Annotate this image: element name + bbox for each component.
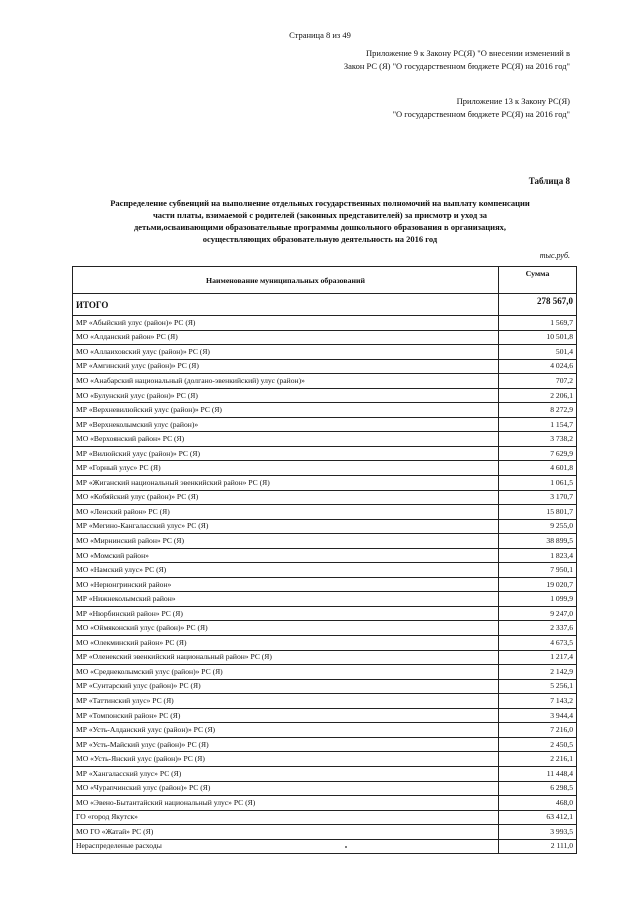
- table-row: [73, 490, 577, 505]
- municipality-name: МО ГО «Жатай» РС (Я): [73, 825, 499, 840]
- table-row: [73, 665, 577, 680]
- subsidy-sum: 11 448,4: [499, 766, 577, 781]
- appendix-9-line-1: Приложение 9 к Закону РС(Я) "О внесении изменений в: [366, 48, 570, 58]
- municipality-name: МР «Верхневилюйский улус (район)» РС (Я): [73, 403, 499, 418]
- subsidy-sum: 15 801,7: [499, 505, 577, 520]
- table-row: [73, 417, 577, 432]
- table-row: [73, 606, 577, 621]
- municipality-name: МР «Усть-Алданский улус (район)» РС (Я): [73, 723, 499, 738]
- municipality-name: МР «Сунтарский улус (район)» РС (Я): [73, 679, 499, 694]
- total-row: [73, 294, 577, 316]
- title-line-1: Распределение субвенций на выполнение отдельных государственных полномочий на выплату компенсации: [110, 198, 530, 208]
- table-row: [73, 752, 577, 767]
- table-row: [73, 592, 577, 607]
- subsidy-sum: 7 629,9: [499, 446, 577, 461]
- subsidy-sum: 1 823,4: [499, 548, 577, 563]
- table-row: [73, 577, 577, 592]
- subsidy-sum: 9 255,0: [499, 519, 577, 534]
- table-row: [73, 374, 577, 389]
- table-row: [73, 432, 577, 447]
- subsidy-sum: 4 673,5: [499, 636, 577, 651]
- appendix-9-line-2: Закон РС (Я) "О государственном бюджете РС(Я) на 2016 год": [343, 61, 570, 71]
- table-row: [73, 694, 577, 709]
- municipality-name: МО «Мирнинский район» РС (Я): [73, 534, 499, 549]
- subsidy-sum: 8 272,9: [499, 403, 577, 418]
- municipality-name: МО «Анабарский национальный (долгано-эвенкийский) улус (район)»: [73, 374, 499, 389]
- subsidy-sum: 4 024,6: [499, 359, 577, 374]
- title-line-2: части платы, взимаемой с родителей (законных представителей) за присмотр и уход за: [152, 210, 488, 220]
- table-row: [73, 461, 577, 476]
- subsidy-sum: 7 216,0: [499, 723, 577, 738]
- table-row: [73, 636, 577, 651]
- table-header-row: [73, 267, 577, 294]
- municipality-name: МО «Оймяконский улус (район)» РС (Я): [73, 621, 499, 636]
- subsidy-sum: 3 170,7: [499, 490, 577, 505]
- subsidy-sum: 1 061,5: [499, 476, 577, 491]
- subsidy-sum: 1 569,7: [499, 316, 577, 331]
- total-label: ИТОГО: [73, 294, 499, 316]
- table-row: [73, 810, 577, 825]
- subsidy-sum: 2 450,5: [499, 737, 577, 752]
- table-row: [73, 316, 577, 331]
- municipality-name: МР «Абыйский улус (район)» РС (Я): [73, 316, 499, 331]
- table-row: [73, 519, 577, 534]
- municipality-name: МО «Аллаиховский улус (район)» РС (Я): [73, 345, 499, 360]
- subsidy-sum: 7 950,1: [499, 563, 577, 578]
- table-row: [73, 766, 577, 781]
- table-row: [73, 505, 577, 520]
- subsidy-sum: 19 020,7: [499, 577, 577, 592]
- subsidy-sum: 2 142,9: [499, 665, 577, 680]
- subsidy-sum: 9 247,0: [499, 606, 577, 621]
- municipality-name: МР «Нюрбинский район» РС (Я): [73, 606, 499, 621]
- municipality-name: ГО «город Якутск»: [73, 810, 499, 825]
- municipality-name: МР «Хангаласский улус» РС (Я): [73, 766, 499, 781]
- subsidy-sum: 63 412,1: [499, 810, 577, 825]
- table-row: [73, 359, 577, 374]
- page-number: Страница 8 из 49: [289, 30, 351, 40]
- subsidy-sum: 3 738,2: [499, 432, 577, 447]
- municipality-name: МО «Булунский улус (район)» РС (Я): [73, 388, 499, 403]
- municipality-name: МР «Верхнеколымский улус (район)»: [73, 417, 499, 432]
- scan-speck: [345, 846, 347, 848]
- subsidy-sum: 2 337,6: [499, 621, 577, 636]
- table-row: [73, 650, 577, 665]
- municipality-name: МО «Намский улус» РС (Я): [73, 563, 499, 578]
- municipality-name: МР «Нижнеколымский район»: [73, 592, 499, 607]
- municipality-name: МО «Олекминский район» РС (Я): [73, 636, 499, 651]
- header-municipality: Наименование муниципальных образований: [73, 267, 499, 294]
- municipality-name: МО «Ленский район» РС (Я): [73, 505, 499, 520]
- title-line-4: осуществляющих образовательную деятельность на 2016 год: [202, 234, 438, 244]
- header-sum: Сумма: [499, 267, 577, 294]
- table-row: [73, 679, 577, 694]
- subsidy-sum: 501,4: [499, 345, 577, 360]
- table-row: [73, 563, 577, 578]
- table-row: [73, 839, 577, 854]
- municipality-name: МО «Момский район»: [73, 548, 499, 563]
- municipality-name: МР «Жиганский национальный эвенкийский район» РС (Я): [73, 476, 499, 491]
- table-row: [73, 621, 577, 636]
- units-label: тыс.руб.: [539, 251, 570, 260]
- subsidy-sum: 6 298,5: [499, 781, 577, 796]
- table-row: [73, 388, 577, 403]
- municipality-name: МО «Чурапчинский улус (район)» РС (Я): [73, 781, 499, 796]
- subsidy-sum: 1 217,4: [499, 650, 577, 665]
- subsidy-sum: 1 099,9: [499, 592, 577, 607]
- municipality-name: МО «Нерюнгринский район»: [73, 577, 499, 592]
- municipality-name: МР «Горный улус» РС (Я): [73, 461, 499, 476]
- municipality-name: МР «Мегино-Кангаласский улус» РС (Я): [73, 519, 499, 534]
- municipality-name: МР «Амгинский улус (район)» РС (Я): [73, 359, 499, 374]
- subsidy-sum: 1 154,7: [499, 417, 577, 432]
- subsidy-sum: 2 206,1: [499, 388, 577, 403]
- subsidy-sum: 707,2: [499, 374, 577, 389]
- subsidy-sum: 468,0: [499, 796, 577, 811]
- appendix-13-line-2: "О государственном бюджете РС(Я) на 2016 год": [392, 109, 570, 119]
- municipality-name: МР «Томпонский район» РС (Я): [73, 708, 499, 723]
- table-row: [73, 708, 577, 723]
- municipality-name: МР «Вилюйский улус (район)» РС (Я): [73, 446, 499, 461]
- municipality-name: МР «Усть-Майский улус (район)» РС (Я): [73, 737, 499, 752]
- table-number: Таблица 8: [528, 176, 570, 186]
- municipality-name: МО «Среднеколымский улус (район)» РС (Я): [73, 665, 499, 680]
- subsidy-sum: 3 944,4: [499, 708, 577, 723]
- table-row: [73, 781, 577, 796]
- subsidy-sum: 38 899,5: [499, 534, 577, 549]
- subsidy-sum: 7 143,2: [499, 694, 577, 709]
- municipality-name: МР «Оленекский эвенкийский национальный район» РС (Я): [73, 650, 499, 665]
- table-row: [73, 345, 577, 360]
- table-row: [73, 476, 577, 491]
- table-row: [73, 825, 577, 840]
- table-row: [73, 723, 577, 738]
- municipality-name: МО «Верхоянский район» РС (Я): [73, 432, 499, 447]
- table-row: [73, 446, 577, 461]
- appendix-9-note: [344, 47, 570, 73]
- subsidy-sum: 2 216,1: [499, 752, 577, 767]
- municipality-name: МО «Алданский район» РС (Я): [73, 330, 499, 345]
- subsidy-sum: 5 256,1: [499, 679, 577, 694]
- municipality-name: Нераспределеные расходы: [73, 839, 499, 854]
- table-row: [73, 737, 577, 752]
- municipality-name: МР «Таттинский улус» РС (Я): [73, 694, 499, 709]
- appendix-13-note: [393, 95, 570, 121]
- table-row: [73, 403, 577, 418]
- total-value: 278 567,0: [499, 294, 577, 316]
- table-row: [73, 796, 577, 811]
- subsidy-sum: 4 601,8: [499, 461, 577, 476]
- title-line-3: детьми,осваивающими образовательные программы дошкольного образования в организациях,: [133, 222, 507, 232]
- subsidy-sum: 2 111,0: [499, 839, 577, 854]
- subsidy-sum: 3 993,5: [499, 825, 577, 840]
- appendix-13-line-1: Приложение 13 к Закону РС(Я): [456, 96, 570, 106]
- municipality-name: МО «Эвено-Бытантайский национальный улус» РС (Я): [73, 796, 499, 811]
- subsidy-sum: 10 501,8: [499, 330, 577, 345]
- table-row: [73, 534, 577, 549]
- municipality-name: МО «Кобяйский улус (район)» РС (Я): [73, 490, 499, 505]
- document-title: [70, 197, 570, 245]
- subsidy-table: [72, 266, 577, 854]
- table-row: [73, 330, 577, 345]
- table-row: [73, 548, 577, 563]
- municipality-name: МО «Усть-Янский улус (район)» РС (Я): [73, 752, 499, 767]
